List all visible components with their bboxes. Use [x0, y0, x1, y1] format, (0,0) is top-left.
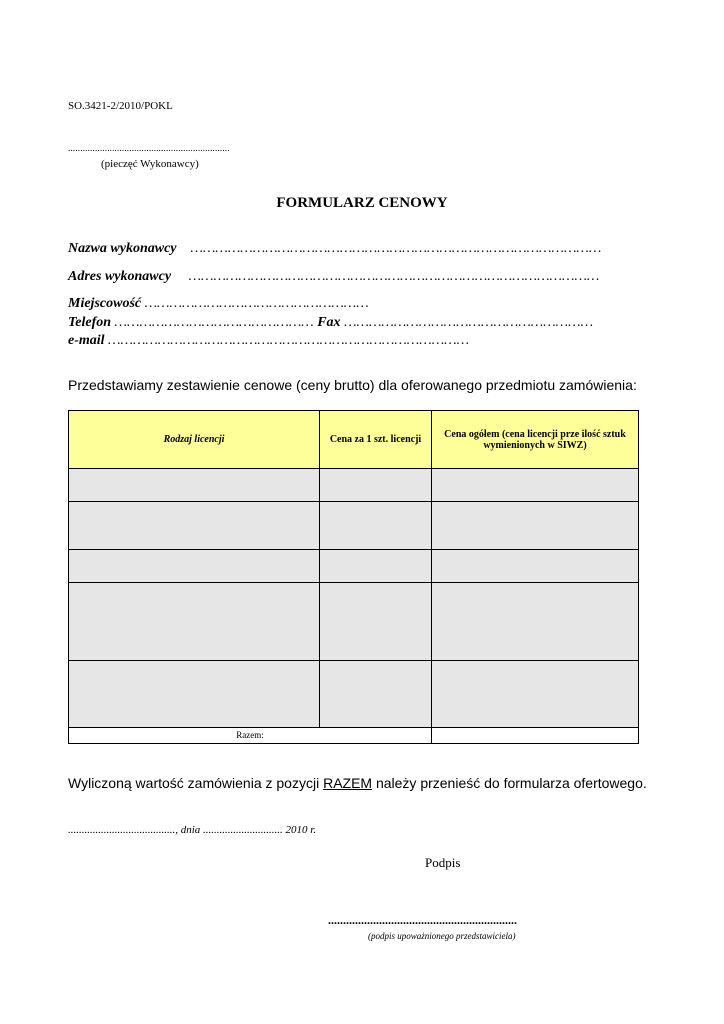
- field-phone-label: Telefon: [68, 315, 112, 330]
- table-cell[interactable]: [432, 501, 639, 549]
- table-cell[interactable]: [69, 469, 320, 501]
- field-email-label: e-mail: [68, 333, 105, 348]
- stamp-dotted-line: ..................................................................: [68, 143, 230, 153]
- note-highlight: RAZEM: [323, 775, 373, 791]
- header-total-price: Cena ogółem (cena licencji prze ilość sztuk wymienionych w SIWZ): [432, 411, 639, 469]
- signature-label: Podpis: [425, 855, 461, 870]
- sum-value-cell[interactable]: [432, 727, 639, 743]
- field-fax-dots: ……………………………………………………: [344, 315, 594, 330]
- table-sum-row: [69, 727, 639, 743]
- table-header-row: [69, 411, 639, 469]
- note-text-before: Wyliczoną wartość zamówienia z pozycji: [68, 775, 324, 791]
- page-title: FORMULARZ CENOWY: [276, 195, 448, 211]
- table-row: [69, 469, 639, 501]
- document-reference: SO.3421-2/2010/POKL: [68, 100, 173, 112]
- table-row: [69, 501, 639, 549]
- field-address: [68, 269, 599, 285]
- field-address-label: Adres wykonawcy: [68, 269, 172, 284]
- table-cell[interactable]: [320, 469, 432, 501]
- field-address-dots: ………………………………………………………………………………………: [188, 269, 600, 284]
- field-phone-fax: [68, 315, 593, 331]
- field-city-label: Miejscowość: [68, 296, 142, 311]
- table-cell[interactable]: [320, 501, 432, 549]
- sum-label: Razem:: [69, 727, 432, 743]
- table-row: [69, 549, 639, 582]
- field-city-dots: ………………………………………………: [144, 296, 369, 311]
- field-phone-dots: …………………………………………: [114, 315, 314, 330]
- intro-text: Przedstawiamy zestawienie cenowe (ceny brutto) dla oferowanego przedmiotu zamówienia:: [68, 377, 637, 393]
- field-name-dots: ………………………………………………………………………………………: [190, 241, 602, 256]
- table-cell[interactable]: [69, 583, 320, 661]
- signature-dotted-line: ...............................................................: [328, 913, 517, 927]
- table-cell[interactable]: [320, 549, 432, 582]
- table-cell[interactable]: [432, 549, 639, 582]
- table-cell[interactable]: [432, 661, 639, 727]
- header-unit-price: Cena za 1 szt. licencji: [320, 411, 432, 469]
- date-line: ......................................., dnia ............................. 2010 r.: [68, 824, 317, 836]
- field-email: [68, 333, 469, 349]
- table-row: [69, 661, 639, 727]
- table-cell[interactable]: [69, 549, 320, 582]
- transfer-note: [68, 775, 647, 791]
- field-email-dots: ……………………………………………………………………………: [108, 333, 470, 348]
- table-cell[interactable]: [432, 583, 639, 661]
- field-name-label: Nazwa wykonawcy: [68, 241, 177, 256]
- table-row: [69, 583, 639, 661]
- signature-caption: (podpis upoważnionego przedstawiciela): [368, 931, 516, 941]
- price-table: [68, 410, 639, 744]
- header-license-type: Rodzaj licencji: [69, 411, 320, 469]
- table-cell[interactable]: [320, 583, 432, 661]
- table-cell[interactable]: [432, 469, 639, 501]
- table-cell[interactable]: [69, 661, 320, 727]
- field-name: [68, 241, 601, 257]
- field-city: [68, 296, 369, 312]
- note-text-after: należy przenieść do formularza ofertowego.: [372, 775, 647, 791]
- field-fax-label: Fax: [317, 315, 341, 330]
- table-cell[interactable]: [69, 501, 320, 549]
- table-cell[interactable]: [320, 661, 432, 727]
- stamp-label: (pieczęć Wykonawcy): [101, 158, 199, 170]
